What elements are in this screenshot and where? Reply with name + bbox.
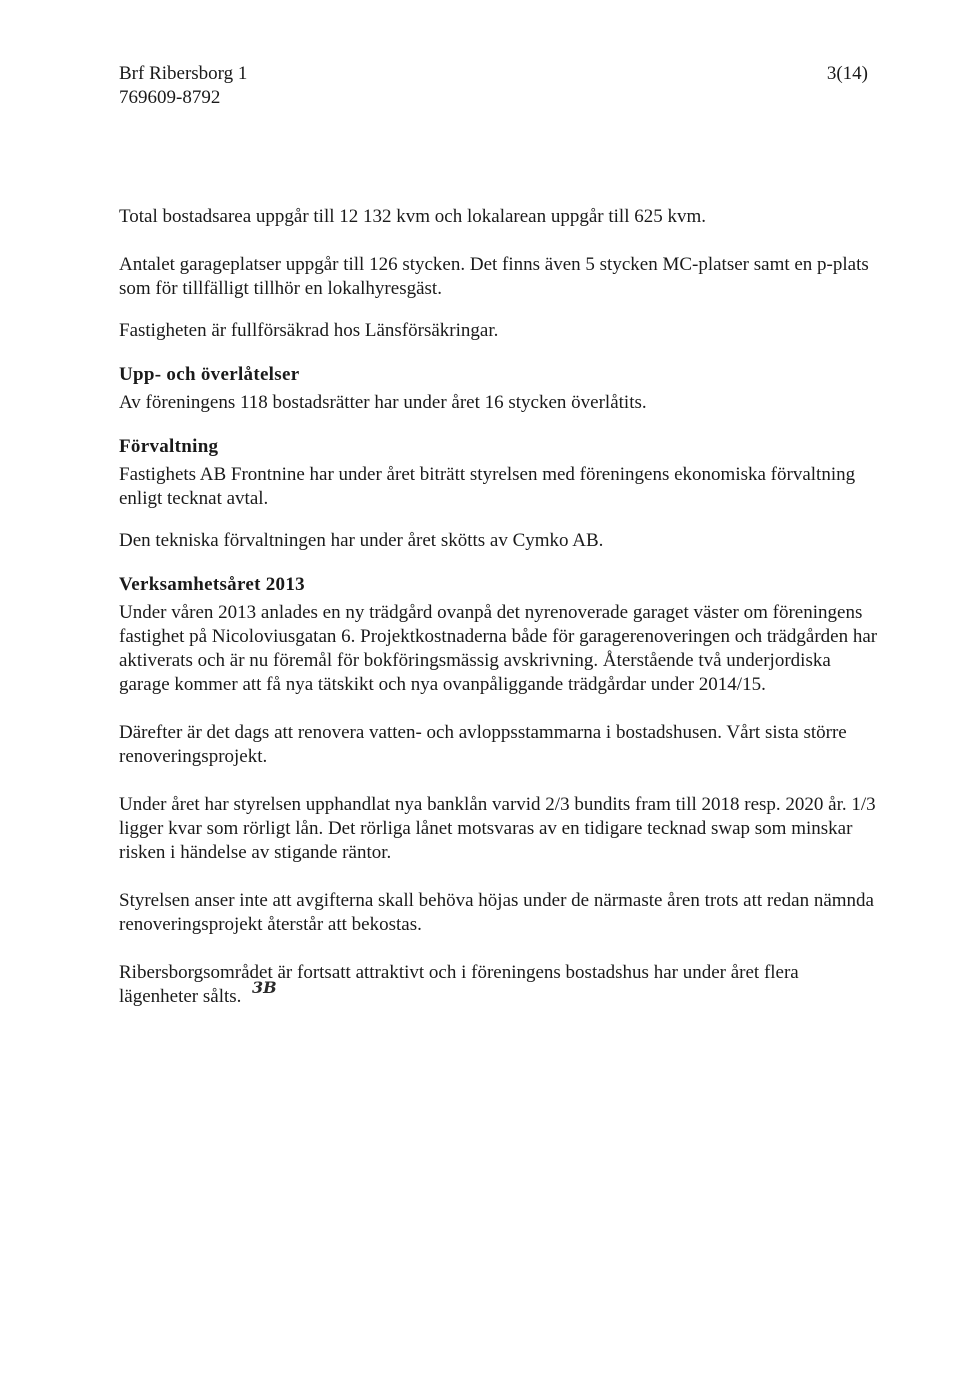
paragraph-fees-line-2: renoveringsprojekt återstår att bekostas. — [119, 914, 422, 935]
paragraph-loans-line-2: ligger kvar som rörligt lån. Det rörliga lånet motsvaras av en tidigare tecknad swap som minskar — [119, 818, 853, 839]
paragraph-area-attractive-line-2: lägenheter sålts. — [119, 986, 242, 1007]
paragraph-garden-line-2: fastighet på Nicoloviusgatan 6. Projektkostnaderna både för garagerenoveringen och trädgården har — [119, 626, 878, 647]
paragraph-pipes — [119, 721, 879, 769]
heading-transfers: Upp- och överlåtelser — [119, 364, 300, 385]
paragraph-garden-line-1: Under våren 2013 anlades en ny trädgård ovanpå det nyrenoverade garaget väster om föreningens — [119, 602, 863, 623]
paragraph-area-attractive — [119, 961, 879, 1009]
paragraph-pipes-line-1: Därefter är det dags att renovera vatten- och avloppsstammarna i bostadshusen. Vårt sista större — [119, 722, 847, 743]
org-name: Brf Ribersborg 1 — [119, 63, 248, 84]
paragraph-garden-line-3: aktiverats och är nu föremål för bokföringsmässig avskrivning. Återstående två underjordiska — [119, 650, 831, 671]
paragraph-insurance: Fastigheten är fullförsäkrad hos Länsförsäkringar. — [119, 320, 499, 341]
paragraph-management-line-2: enligt tecknat avtal. — [119, 488, 269, 509]
paragraph-garage-line-1: Antalet garageplatser uppgår till 126 stycken. Det finns även 5 stycken MC-platser samt en p-plats — [119, 254, 869, 275]
org-number: 769609-8792 — [119, 87, 221, 108]
paragraph-transfers: Av föreningens 118 bostadsrätter har under året 16 stycken överlåtits. — [119, 392, 647, 413]
paragraph-loans-line-1: Under året har styrelsen upphandlat nya banklån varvid 2/3 bundits fram till 2018 resp. 2020 år. 1/3 — [119, 794, 876, 815]
paragraph-pipes-line-2: renoveringsprojekt. — [119, 746, 268, 767]
paragraph-loans-line-3: risken i händelse av stigande räntor. — [119, 842, 392, 863]
heading-management: Förvaltning — [119, 436, 219, 457]
paragraph-loans — [119, 793, 879, 865]
paragraph-area: Total bostadsarea uppgår till 12 132 kvm och lokalarean uppgår till 625 kvm. — [119, 206, 707, 227]
paragraph-garden — [119, 601, 879, 697]
paragraph-garage-line-2: som för tillfälligt tillhör en lokalhyresgäst. — [119, 278, 442, 299]
paragraph-area-attractive-line-1: Ribersborgsområdet är fortsatt attraktivt och i föreningens bostadshus har under året flera — [119, 962, 799, 983]
paragraph-garage — [119, 253, 879, 301]
paragraph-garden-line-4: garage kommer att få nya tätskikt och nya ovanpåliggande trädgårdar under 2014/15. — [119, 674, 766, 695]
paragraph-management — [119, 463, 879, 511]
document-body — [119, 205, 879, 1009]
heading-fiscal-year: Verksamhetsåret 2013 — [119, 574, 305, 595]
handwritten-initials: 3B — [252, 978, 277, 997]
paragraph-fees-line-1: Styrelsen anser inte att avgifterna skall behöva höjas under de närmaste åren trots att redan nämnda — [119, 890, 874, 911]
paragraph-fees — [119, 889, 879, 937]
paragraph-technical-management: Den tekniska förvaltningen har under året skötts av Cymko AB. — [119, 530, 604, 551]
paragraph-management-line-1: Fastighets AB Frontnine har under året biträtt styrelsen med föreningens ekonomiska förvaltning — [119, 464, 856, 485]
page-number: 3(14) — [826, 63, 868, 84]
page-header — [119, 62, 247, 110]
